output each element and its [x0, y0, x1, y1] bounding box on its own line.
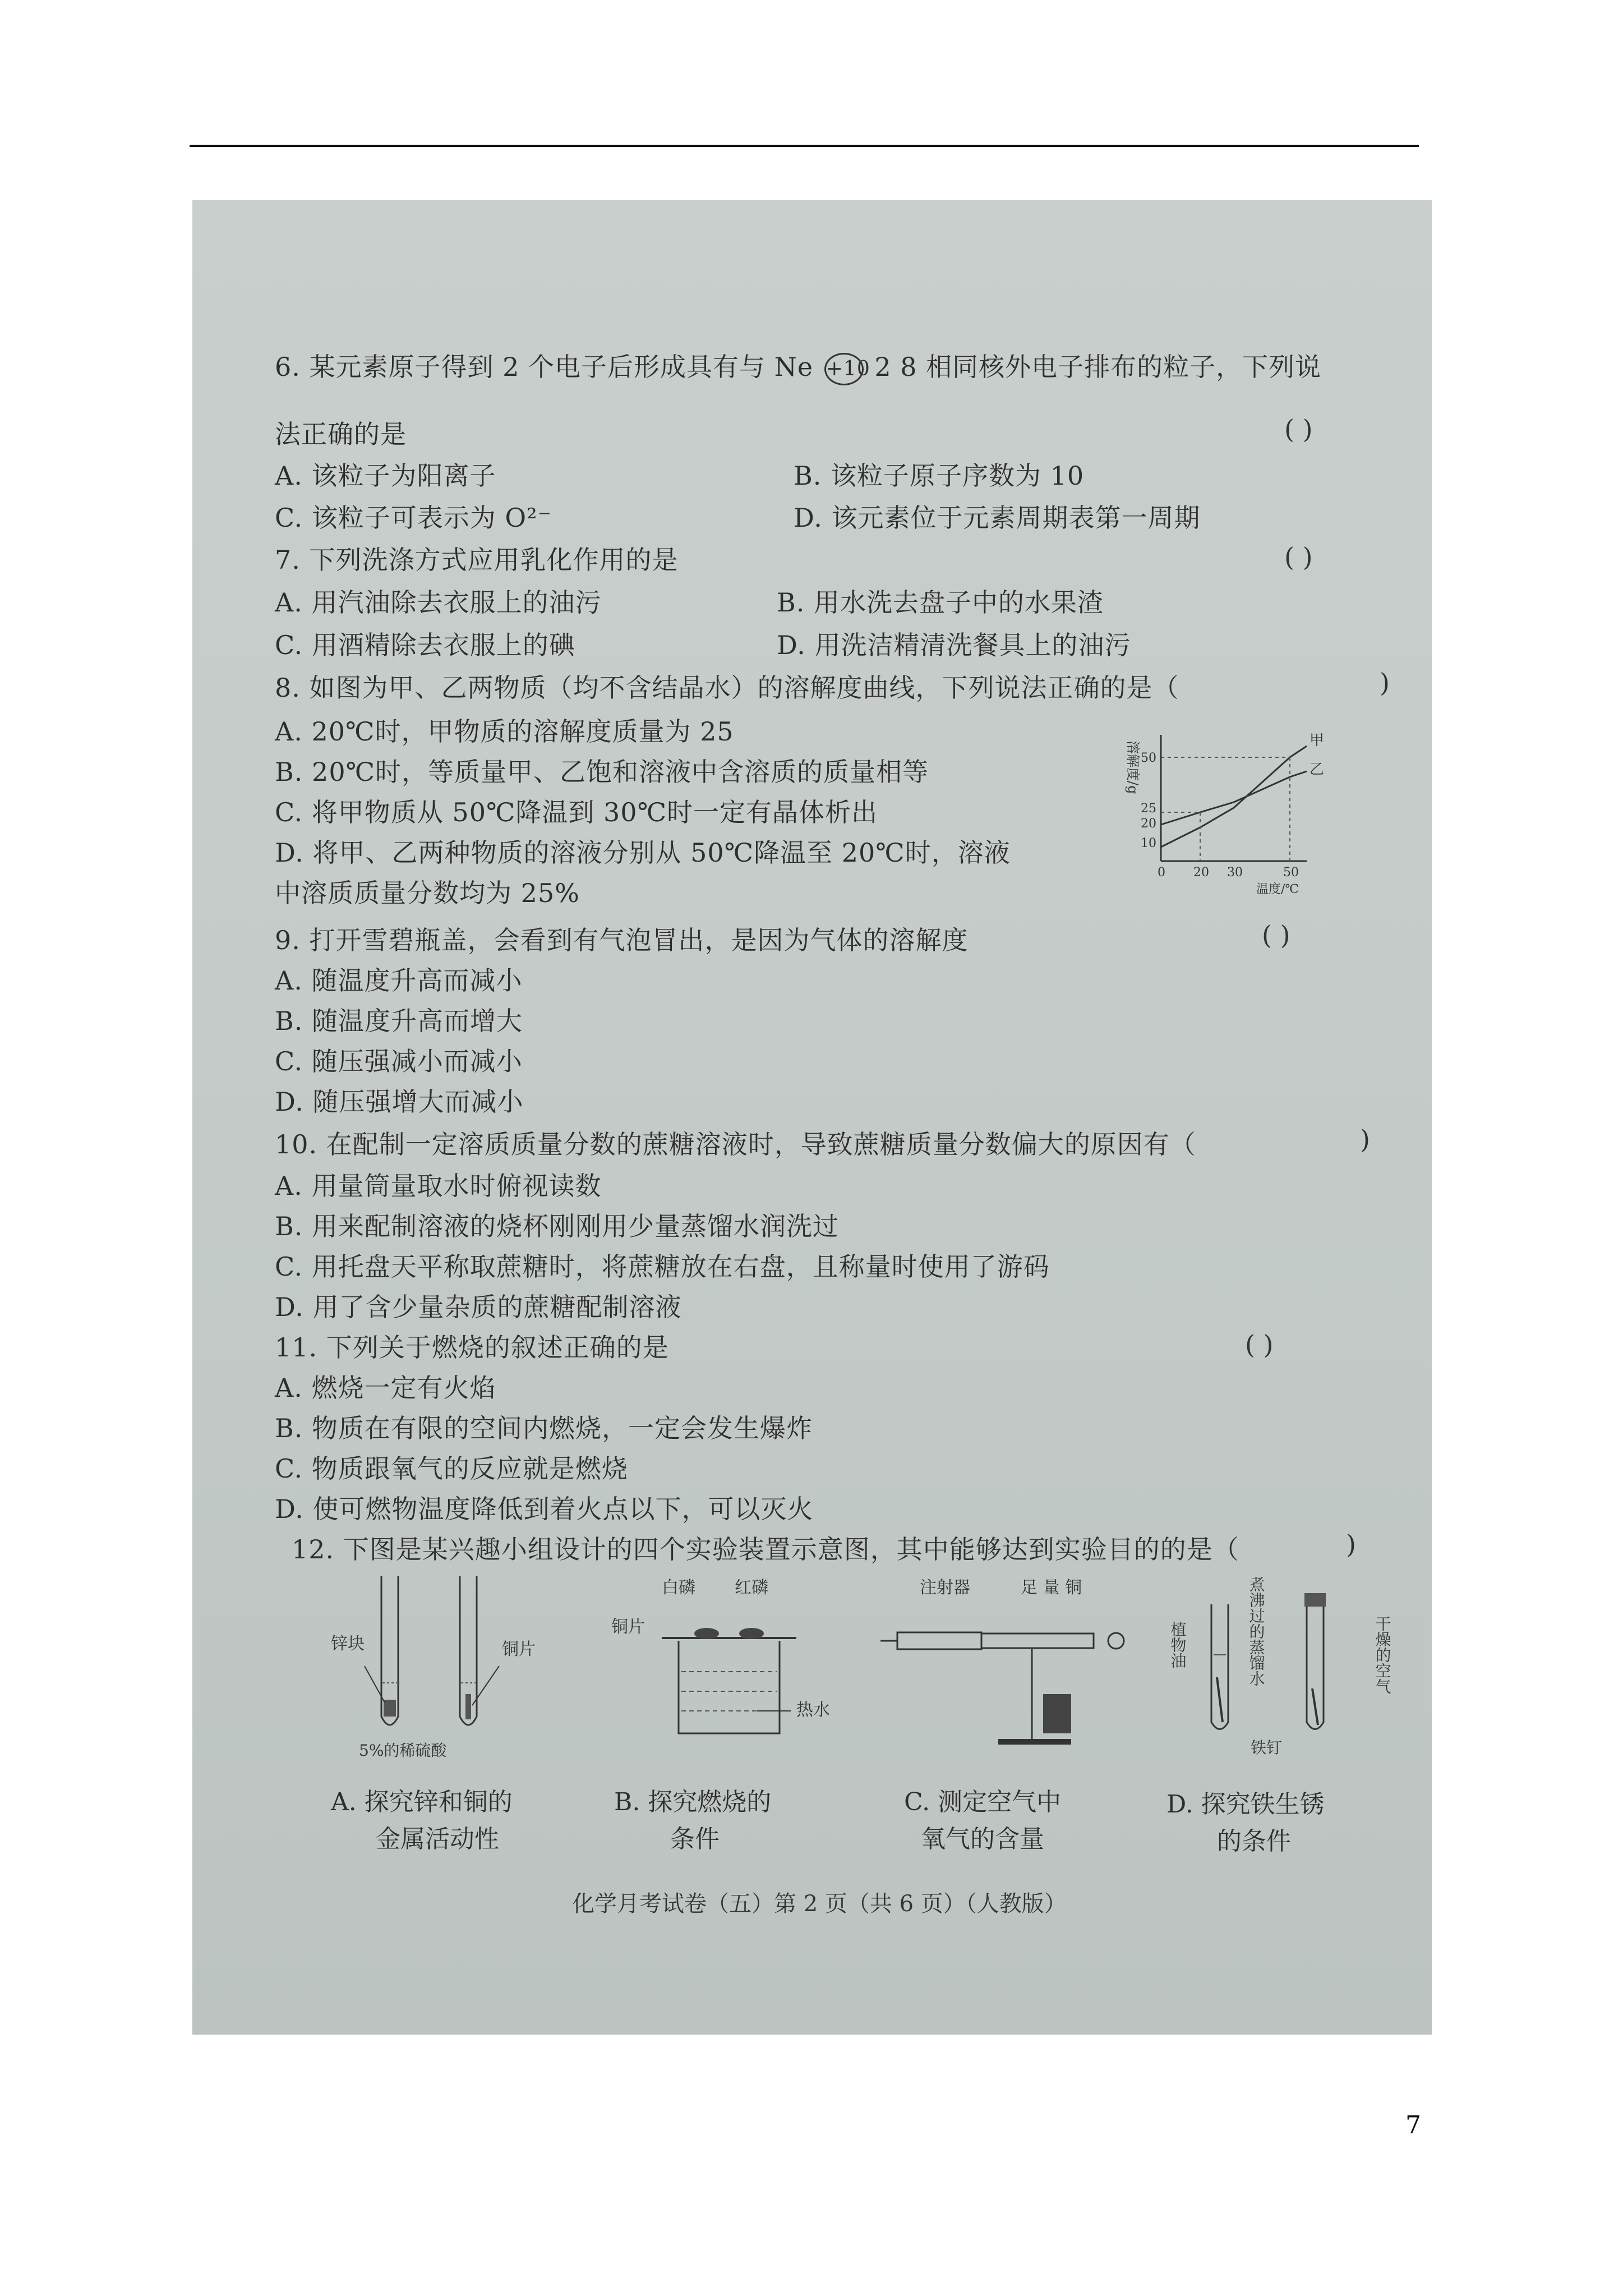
q6-option-a: A. 该粒子为阳离子: [275, 461, 496, 491]
caption-c-line2: 氧气的含量: [921, 1825, 1044, 1853]
zinc-block: [384, 1700, 396, 1717]
series-label-yi: 乙: [1310, 761, 1325, 778]
q6-answer-paren: ( ): [1284, 414, 1313, 444]
curve-yi: [1161, 771, 1307, 825]
alcohol-lamp: [1043, 1694, 1071, 1733]
q12-stem: 12. 下图是某兴趣小组设计的四个实验装置示意图，其中能够达到实验目的的是（: [292, 1534, 1239, 1565]
q6-stem-c: 法正确的是: [275, 419, 407, 449]
label-red-phosphorus: 红磷: [735, 1578, 768, 1598]
x-tick-0: 0: [1158, 866, 1165, 880]
y-tick-25: 25: [1141, 802, 1156, 816]
q9-stem: 9. 打开雪碧瓶盖，会看到有气泡冒出，是因为气体的溶解度: [275, 925, 969, 955]
q8-option-d-cont: 中溶质质量分数均为 25%: [275, 878, 580, 908]
q8-close-paren: ): [1380, 668, 1390, 698]
q7-option-d: D. 用洗洁精清洗餐具上的油污: [777, 630, 1131, 660]
y-axis-label: 溶解度/g: [1125, 740, 1141, 794]
q6-option-d: D. 该元素位于元素周期表第一周期: [794, 503, 1201, 533]
caption-d: [1166, 1786, 1325, 1860]
q11-option-c: C. 物质跟氧气的反应就是燃烧: [275, 1453, 628, 1484]
q9-answer-paren: ( ): [1262, 920, 1290, 950]
caption-b-line2: 条件: [670, 1825, 720, 1853]
q8-option-c: C. 将甲物质从 50℃降温到 30℃时一定有晶体析出: [275, 797, 878, 827]
q7-option-a: A. 用汽油除去衣服上的油污: [275, 587, 602, 618]
q8-option-d: D. 将甲、乙两种物质的溶液分别从 50℃降温至 20℃时，溶液: [275, 838, 1011, 868]
label-boiled-water: 煮沸过的蒸馏水: [1247, 1576, 1266, 1686]
label-copper-c: 足 量 铜: [1021, 1578, 1082, 1598]
apparatus-b: [606, 1571, 864, 1761]
caption-a-line1: A. 探究锌和铜的: [331, 1788, 513, 1816]
apparatus-d: [1166, 1565, 1402, 1761]
caption-a-line2: 金属活动性: [376, 1825, 499, 1853]
label-hot-water: 热水: [796, 1700, 830, 1720]
caption-b-line1: B. 探究燃烧的: [614, 1788, 772, 1816]
label-syringe: 注射器: [920, 1578, 970, 1598]
q10-option-c: C. 用托盘天平称取蔗糖时，将蔗糖放在右盘，且称量时使用了游码: [275, 1251, 1050, 1282]
q10-option-a: A. 用量筒量取水时俯视读数: [275, 1171, 602, 1201]
apparatus-a: [314, 1571, 583, 1761]
balloon: [1108, 1633, 1124, 1649]
y-tick-10: 10: [1141, 836, 1156, 850]
x-tick-50: 50: [1283, 866, 1299, 880]
y-tick-20: 20: [1141, 817, 1156, 831]
red-phosphorus: [739, 1628, 764, 1639]
nail-dry: [1312, 1688, 1318, 1725]
top-rule: [190, 145, 1419, 147]
caption-a: [331, 1784, 513, 1858]
label-nail: 铁钉: [1251, 1738, 1283, 1757]
x-axis-label: 温度/℃: [1256, 882, 1299, 896]
beaker: [679, 1641, 780, 1733]
ne-shells: 2 8: [874, 352, 917, 382]
test-tube-oil: [1211, 1604, 1228, 1729]
glass-tube: [981, 1634, 1094, 1648]
caption-c: [904, 1784, 1061, 1858]
q12-close-paren: ): [1346, 1529, 1357, 1559]
ne-nucleus: +10: [824, 353, 864, 385]
q9-option-a: A. 随温度升高而减小: [275, 965, 523, 996]
q9-option-c: C. 随压强减小而减小: [275, 1046, 523, 1076]
x-tick-20: 20: [1193, 866, 1209, 880]
white-phosphorus: [694, 1628, 719, 1639]
q6-stem-a: 6. 某元素原子得到 2 个电子后形成具有与 Ne: [275, 352, 814, 382]
stand-base: [998, 1739, 1071, 1745]
q11-answer-paren: ( ): [1245, 1329, 1274, 1360]
label-oil: 植物油: [1168, 1621, 1187, 1668]
page-number: 7: [1405, 2111, 1421, 2139]
q10-close-paren: ): [1360, 1124, 1371, 1154]
caption-d-line1: D. 探究铁生锈: [1166, 1790, 1325, 1819]
stopper: [1304, 1593, 1326, 1607]
q7-option-c: C. 用酒精除去衣服上的碘: [275, 630, 575, 660]
q10-stem: 10. 在配制一定溶质质量分数的蔗糖溶液时，导致蔗糖质量分数偏大的原因有（: [275, 1129, 1196, 1159]
curve-jia: [1161, 746, 1307, 847]
label-zinc: 锌块: [331, 1634, 365, 1654]
copper-sheet: [465, 1694, 471, 1719]
label-dry-air: 干燥的空气: [1373, 1616, 1392, 1694]
q10-option-d: D. 用了含少量杂质的蔗糖配制溶液: [275, 1292, 682, 1322]
x-tick-30: 30: [1227, 866, 1243, 880]
syringe-barrel: [897, 1632, 981, 1649]
q11-option-b: B. 物质在有限的空间内燃烧，一定会发生爆炸: [275, 1413, 813, 1443]
q9-option-b: B. 随温度升高而增大: [275, 1006, 523, 1036]
caption-c-line1: C. 测定空气中: [904, 1788, 1062, 1816]
label-acid: 5%的稀硫酸: [359, 1741, 447, 1760]
q8-stem: 8. 如图为甲、乙两物质（均不含结晶水）的溶解度曲线，下列说法正确的是（: [275, 673, 1179, 703]
q6-option-b: B. 该粒子原子序数为 10: [794, 461, 1085, 491]
solubility-curve-figure: [1122, 712, 1335, 898]
apparatus-c: [875, 1571, 1155, 1761]
q8-option-a: A. 20℃时，甲物质的溶解度质量为 25: [275, 716, 734, 747]
caption-d-line2: 的条件: [1217, 1827, 1291, 1856]
series-label-jia: 甲: [1310, 732, 1325, 749]
q7-option-b: B. 用水洗去盘子中的水果渣: [777, 587, 1104, 618]
q8-option-b: B. 20℃时，等质量甲、乙饱和溶液中含溶质的质量相等: [275, 757, 929, 787]
caption-b: [614, 1784, 771, 1858]
nail-oil: [1217, 1677, 1223, 1722]
q11-option-d: D. 使可燃物温度降低到着火点以下，可以灭火: [275, 1494, 814, 1524]
q6-option-c: C. 该粒子可表示为 O²⁻: [275, 503, 552, 533]
label-copper: 铜片: [502, 1640, 536, 1659]
q11-option-a: A. 燃烧一定有火焰: [275, 1373, 496, 1403]
q11-stem: 11. 下列关于燃烧的叙述正确的是: [275, 1332, 669, 1363]
q6-stem: [275, 347, 1321, 385]
label-copper-sheet: 铜片: [611, 1617, 645, 1637]
label-white-phosphorus: 白磷: [662, 1578, 695, 1598]
q10-option-b: B. 用来配制溶液的烧杯刚刚用少量蒸馏水润洗过: [275, 1211, 840, 1241]
q7-answer-paren: ( ): [1284, 542, 1313, 572]
exam-footer: 化学月考试卷（五）第 2 页（共 6 页）（人教版）: [572, 1891, 1067, 1917]
q7-stem: 7. 下列洗涤方式应用乳化作用的是: [275, 545, 679, 575]
q9-option-d: D. 随压强增大而减小: [275, 1087, 524, 1117]
y-tick-50: 50: [1141, 751, 1156, 765]
q6-stem-b: 相同核外电子排布的粒子，下列说: [926, 352, 1322, 382]
